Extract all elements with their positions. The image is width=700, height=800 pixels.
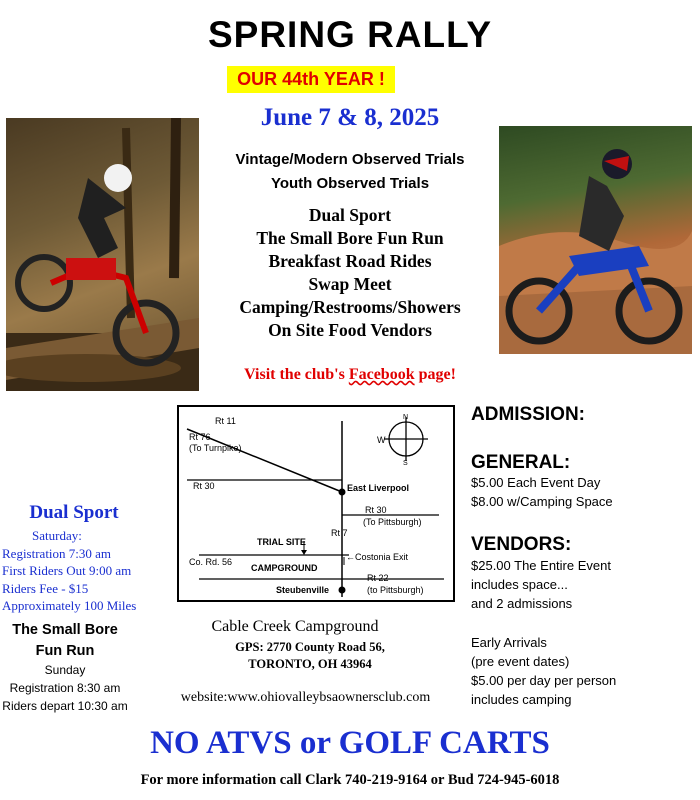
early-arrival-line: includes camping	[471, 692, 572, 707]
campground-name: Cable Creek Campground	[211, 618, 379, 635]
facebook-link[interactable]: Facebook	[348, 366, 415, 383]
facebook-callout	[200, 366, 500, 384]
map-label-co-rd-56: Co. Rd. 56	[189, 557, 233, 567]
dual-sport-line: First Riders Out 9:00 am	[2, 563, 132, 578]
facebook-suffix: page!	[414, 366, 456, 383]
map-label-rt76: Rt 76	[189, 432, 211, 442]
gps-line: GPS: 2770 County Road 56,	[235, 640, 385, 654]
early-arrival-line: (pre event dates)	[471, 654, 570, 669]
admission-title: ADMISSION:	[471, 404, 585, 425]
compass-south: S	[403, 460, 408, 467]
map-label-east-liverpool: East Liverpool	[347, 483, 410, 493]
map-label-costonia-exit: ←Costonia Exit	[346, 552, 409, 562]
vendors-line: $25.00 The Entire Event	[471, 558, 611, 573]
map-label-trial-site: TRIAL SITE	[257, 537, 306, 547]
small-bore-line: Riders depart 10:30 am	[2, 699, 128, 713]
small-bore-title-line: Fun Run	[35, 643, 95, 659]
directions-map	[177, 405, 455, 602]
dual-sport-line: Registration 7:30 am	[2, 545, 112, 561]
dual-sport-line: Riders Fee - $15	[2, 580, 89, 596]
compass-north: N	[403, 414, 409, 421]
gps-address	[180, 639, 440, 673]
vendors-title: VENDORS:	[471, 534, 572, 555]
general-price-line: $5.00 Each Event Day	[471, 475, 601, 490]
activity-item: Swap Meet	[308, 274, 392, 294]
vendors-line: includes space...	[471, 577, 568, 592]
facebook-prefix: Visit the club's	[244, 366, 349, 383]
small-bore-line: Registration 8:30 am	[9, 681, 121, 695]
trials-rider-photo	[6, 118, 199, 391]
dual-sport-rider-photo	[499, 126, 692, 354]
small-bore-details	[0, 661, 130, 715]
map-label-rt30-west: Rt 30	[193, 481, 215, 491]
map-label-steubenville: Steubenville	[276, 585, 330, 595]
compass-west: W	[377, 435, 386, 445]
map-label-rt22-note: (to Pittsburgh)	[367, 585, 424, 595]
activity-item: Camping/Restrooms/Showers	[239, 297, 461, 317]
general-price-line: $8.00 w/Camping Space	[471, 494, 613, 509]
vendors-line: and 2 admissions	[471, 596, 573, 611]
small-bore-title-line: The Small Bore	[12, 622, 118, 638]
trials-list	[205, 148, 495, 196]
activity-item: Breakfast Road Rides	[268, 251, 432, 271]
trials-item: Youth Observed Trials	[270, 175, 430, 192]
map-label-rt7: Rt 7	[331, 528, 348, 538]
early-arrival-line: $5.00 per day per person	[471, 673, 617, 688]
map-label-rt11: Rt 11	[215, 416, 236, 426]
dual-sport-line: Approximately 100 Miles	[2, 598, 137, 613]
no-atv-notice: NO ATVS or GOLF CARTS	[150, 725, 550, 761]
contact-info: For more information call Clark 740-219-9164 or Bud 724-945-6018	[140, 772, 560, 788]
small-bore-line: Sunday	[44, 663, 86, 677]
map-label-rt30-note: (To Pittsburgh)	[363, 517, 422, 527]
map-label-rt30-east: Rt 30	[365, 505, 387, 515]
dual-sport-title: Dual Sport	[29, 502, 119, 523]
activity-item: On Site Food Vendors	[268, 320, 432, 340]
city-line: TORONTO, OH 43964	[248, 657, 372, 671]
dual-sport-line: Saturday:	[32, 528, 82, 543]
event-dates: June 7 & 8, 2025	[260, 104, 440, 131]
event-title: SPRING RALLY	[207, 14, 493, 55]
small-bore-title	[0, 620, 130, 662]
early-arrival-line: Early Arrivals	[471, 635, 547, 650]
general-admission-title: GENERAL:	[471, 452, 571, 473]
map-label-rt76-note: (To Turnpike)	[189, 443, 242, 453]
activity-item: The Small Bore Fun Run	[256, 228, 444, 248]
club-website[interactable]: website:www.ohiovalleybsaownersclub.com	[180, 690, 431, 705]
activities-list	[200, 204, 500, 342]
map-label-campground: CAMPGROUND	[251, 563, 318, 573]
dual-sport-details	[2, 527, 172, 615]
trials-item: Vintage/Modern Observed Trials	[235, 151, 465, 168]
year-badge: OUR 44th YEAR !	[227, 66, 395, 93]
activity-item: Dual Sport	[308, 205, 392, 225]
map-label-rt22: Rt 22	[367, 573, 389, 583]
